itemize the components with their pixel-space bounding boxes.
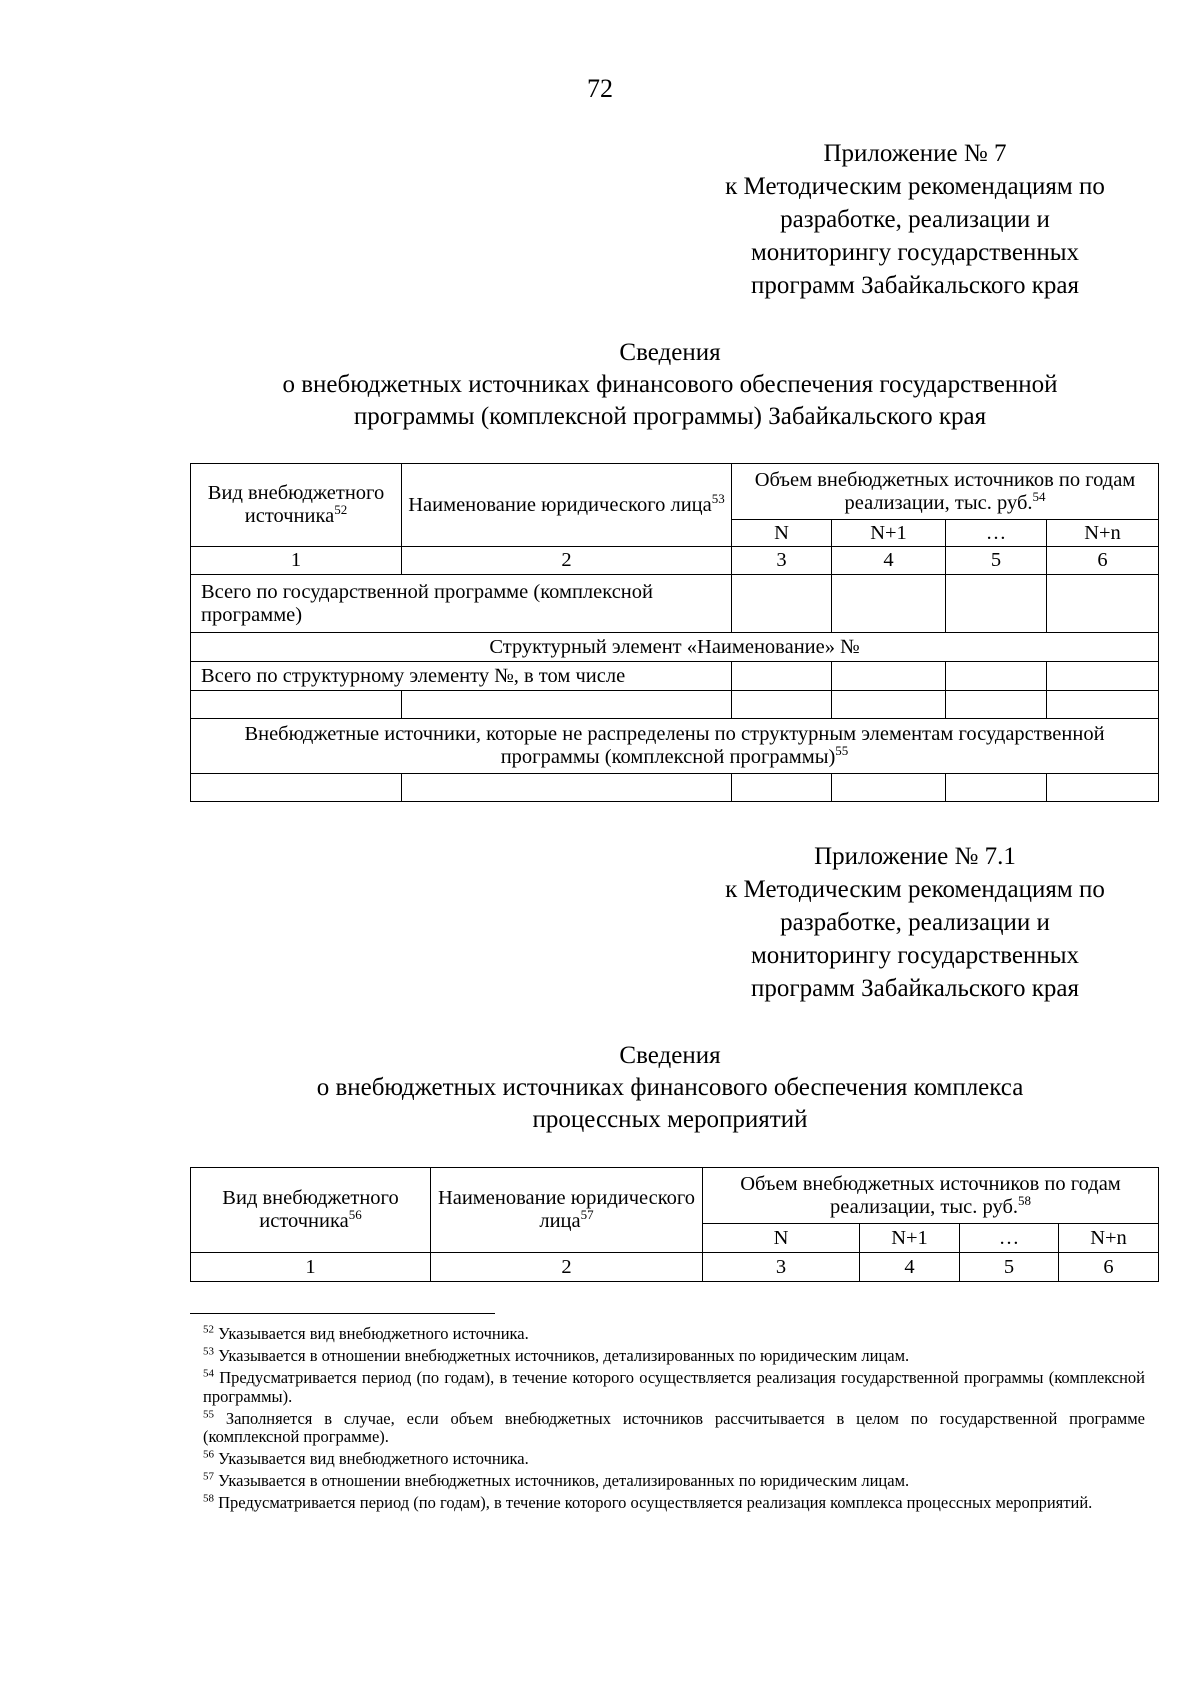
header-volume: Объем внебюджетных источников по годам реализации, тыс. руб.$^{58}$	[703, 1168, 1159, 1224]
table-cell	[946, 691, 1047, 719]
table-cell	[402, 774, 732, 802]
appendix-line: Приложение № 7	[823, 140, 1007, 167]
footnote: $^{57}$ Указывается в отношении внебюджетных источников, детализированных по юридическим лицам.	[203, 1470, 910, 1490]
table-row	[191, 662, 1159, 691]
appendix-line: разработке, реализации и	[780, 909, 1050, 936]
table-cell	[1047, 575, 1159, 633]
heading-line: о внебюджетных источниках финансового обеспечения государственной	[282, 371, 1058, 398]
section-heading-2	[190, 1040, 1150, 1136]
header-legal-entity: Наименование юридического лица$^{53}$	[402, 464, 732, 547]
column-number: 5	[960, 1253, 1059, 1282]
header-legal-entity: Наименование юридического лица$^{57}$	[431, 1168, 703, 1253]
footnote-separator	[190, 1313, 495, 1314]
column-number: 2	[402, 547, 732, 575]
table-cell	[946, 575, 1047, 633]
table-row-numbers	[191, 547, 1159, 575]
table-row	[191, 691, 1159, 719]
header-source-type: Вид внебюджетного источника$^{56}$	[191, 1168, 431, 1253]
appendix-line: Приложение № 7.1	[814, 843, 1016, 870]
heading-line: процессных мероприятий	[532, 1106, 808, 1133]
column-number: 3	[732, 547, 832, 575]
table-cell	[832, 662, 946, 691]
header-year: N	[703, 1224, 860, 1253]
section-heading-1	[190, 337, 1150, 433]
header-year: N+n	[1059, 1224, 1159, 1253]
footnote: $^{55}$ Заполняется в случае, если объем внебюджетных источников рассчитывается в целом по государственной программе (комплексной программе).	[203, 1408, 1145, 1446]
total-element-label: Всего по структурному элементу №, в том числе	[191, 662, 732, 691]
total-program-label: Всего по государственной программе (комплексной программе)	[191, 575, 732, 633]
table-row	[191, 633, 1159, 662]
footnotes	[203, 1325, 1145, 1516]
appendix-line: мониторингу государственных	[750, 942, 1080, 969]
table-program-sources	[190, 463, 1159, 802]
appendix-line: программ Забайкальского края	[751, 272, 1079, 299]
header-volume: Объем внебюджетных источников по годам реализации, тыс. руб.$^{54}$	[732, 464, 1159, 520]
table-cell	[832, 691, 946, 719]
appendix-line: разработке, реализации и	[780, 206, 1050, 233]
table-cell	[946, 662, 1047, 691]
footnote: $^{58}$ Предусматривается период (по годам), в течение которого осуществляется реализация комплекса процессных мероприятий.	[203, 1492, 1093, 1512]
column-number: 5	[946, 547, 1047, 575]
table-cell	[732, 691, 832, 719]
header-source-type: Вид внебюджетного источника$^{52}$	[191, 464, 402, 547]
table-row	[191, 774, 1159, 802]
table-cell	[832, 774, 946, 802]
table-cell	[732, 662, 832, 691]
footnote: $^{53}$ Указывается в отношении внебюджетных источников, детализированных по юридическим лицам.	[203, 1345, 910, 1365]
appendix-line: мониторингу государственных	[750, 239, 1080, 266]
table-cell	[832, 575, 946, 633]
footnote: $^{52}$ Указывается вид внебюджетного источника.	[203, 1323, 529, 1343]
table-cell	[732, 774, 832, 802]
column-number: 1	[191, 547, 402, 575]
column-number: 4	[860, 1253, 960, 1282]
table-cell	[402, 691, 732, 719]
header-year: …	[960, 1224, 1059, 1253]
header-year: N+n	[1047, 520, 1159, 547]
appendix-line: к Методическим рекомендациям по	[725, 173, 1105, 200]
appendix-line: программ Забайкальского края	[751, 975, 1079, 1002]
column-number: 6	[1047, 547, 1159, 575]
column-number: 1	[191, 1253, 431, 1282]
column-number: 6	[1059, 1253, 1159, 1282]
heading-title: Сведения	[619, 339, 721, 366]
footnote: $^{56}$ Указывается вид внебюджетного источника.	[203, 1448, 529, 1468]
table-cell	[1047, 662, 1159, 691]
column-number: 4	[832, 547, 946, 575]
column-number: 3	[703, 1253, 860, 1282]
table-cell	[191, 774, 402, 802]
header-year: N+1	[860, 1224, 960, 1253]
header-year: N	[732, 520, 832, 547]
appendix-7-1-header	[665, 840, 1165, 1005]
heading-line: программы (комплексной программы) Забайкальского края	[353, 403, 987, 430]
table-cell	[1047, 774, 1159, 802]
appendix-line: к Методическим рекомендациям по	[725, 876, 1105, 903]
table-cell	[732, 575, 832, 633]
table-row	[191, 575, 1159, 633]
structural-element-label: Структурный элемент «Наименование» №	[191, 633, 1159, 662]
unallocated-sources-label: Внебюджетные источники, которые не распределены по структурным элементам государственной программы (комплексной программы)$^{55}$	[191, 719, 1159, 774]
table-row-numbers	[191, 1253, 1159, 1282]
table-cell	[946, 774, 1047, 802]
column-number: 2	[431, 1253, 703, 1282]
heading-title: Сведения	[619, 1042, 721, 1069]
table-process-activities-sources	[190, 1167, 1159, 1282]
header-year: …	[946, 520, 1047, 547]
header-year: N+1	[832, 520, 946, 547]
footnote: $^{54}$ Предусматривается период (по годам), в течение которого осуществляется реализация государственной программы (комплексной программы).	[203, 1367, 1145, 1406]
table-cell	[191, 691, 402, 719]
page-number: 72	[587, 74, 613, 103]
heading-line: о внебюджетных источниках финансового обеспечения комплекса	[316, 1074, 1024, 1101]
appendix-7-header	[665, 137, 1165, 302]
table-row	[191, 719, 1159, 774]
table-cell	[1047, 691, 1159, 719]
